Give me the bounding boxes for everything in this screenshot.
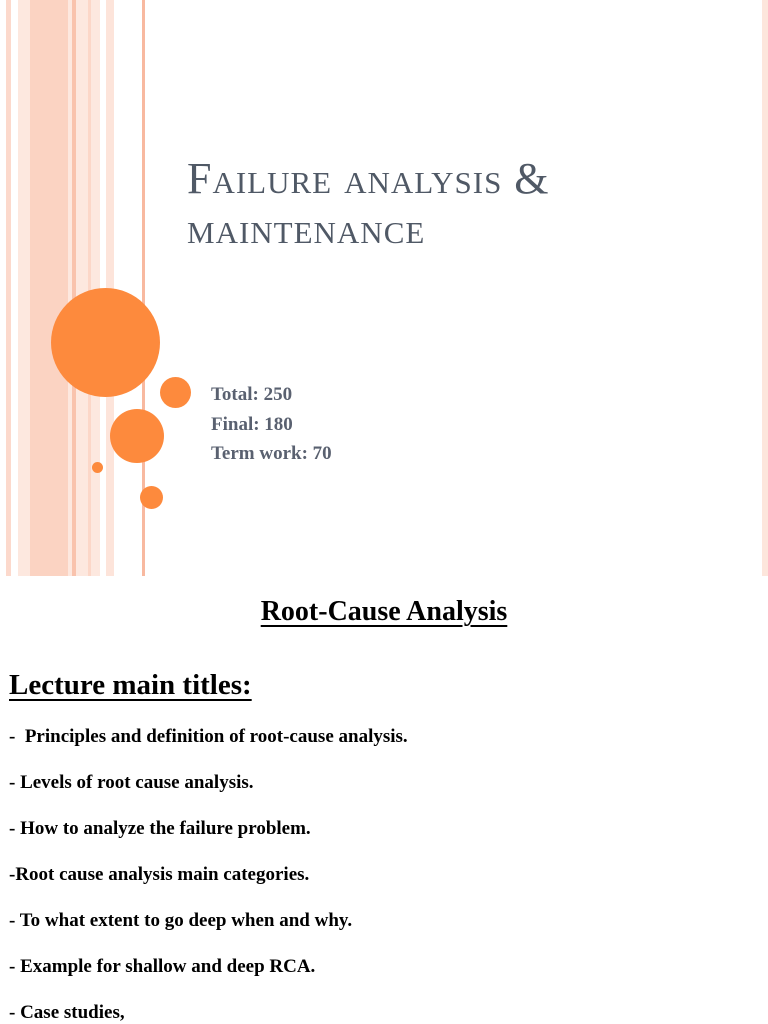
slide-title-line-1: Failure analysis & xyxy=(187,154,550,203)
marks-term-work: Term work: 70 xyxy=(211,443,332,464)
document-page xyxy=(0,576,768,1024)
list-item: - Levels of root cause analysis. xyxy=(9,772,254,793)
decorative-stripe xyxy=(6,0,11,576)
decorative-circle-medium xyxy=(110,409,164,463)
lecture-titles-heading-text: Lecture main titles: xyxy=(9,669,252,701)
decorative-stripe xyxy=(88,0,91,576)
marks-final: Final: 180 xyxy=(211,413,293,435)
list-item: - To what extent to go deep when and why. xyxy=(9,910,353,931)
lecture-titles-list xyxy=(9,726,408,1024)
list-item: - Example for shallow and deep RCA. xyxy=(9,956,316,977)
list-item: -Root cause analysis main categories. xyxy=(9,864,310,885)
lecture-titles-heading xyxy=(9,666,252,704)
decorative-stripe xyxy=(762,0,768,576)
slide-title-line-2: maintenance xyxy=(187,204,426,253)
decorative-circle-tiny xyxy=(92,462,103,473)
list-item: - Principles and definition of root-cause analysis. xyxy=(9,726,408,747)
document-heading xyxy=(0,594,768,630)
list-item: - How to analyze the failure problem. xyxy=(9,818,311,839)
decorative-stripe xyxy=(30,0,68,576)
decorative-circle-small xyxy=(140,486,163,509)
decorative-circle-large xyxy=(51,288,160,397)
marks-total: Total: 250 xyxy=(211,384,293,405)
list-item: - Case studies, xyxy=(9,1002,125,1023)
marks-breakdown xyxy=(211,380,332,469)
document-heading-text: Root-Cause Analysis xyxy=(260,596,508,627)
slide-title xyxy=(187,154,747,254)
decorative-circle-small xyxy=(160,377,191,408)
decorative-stripe xyxy=(72,0,76,576)
